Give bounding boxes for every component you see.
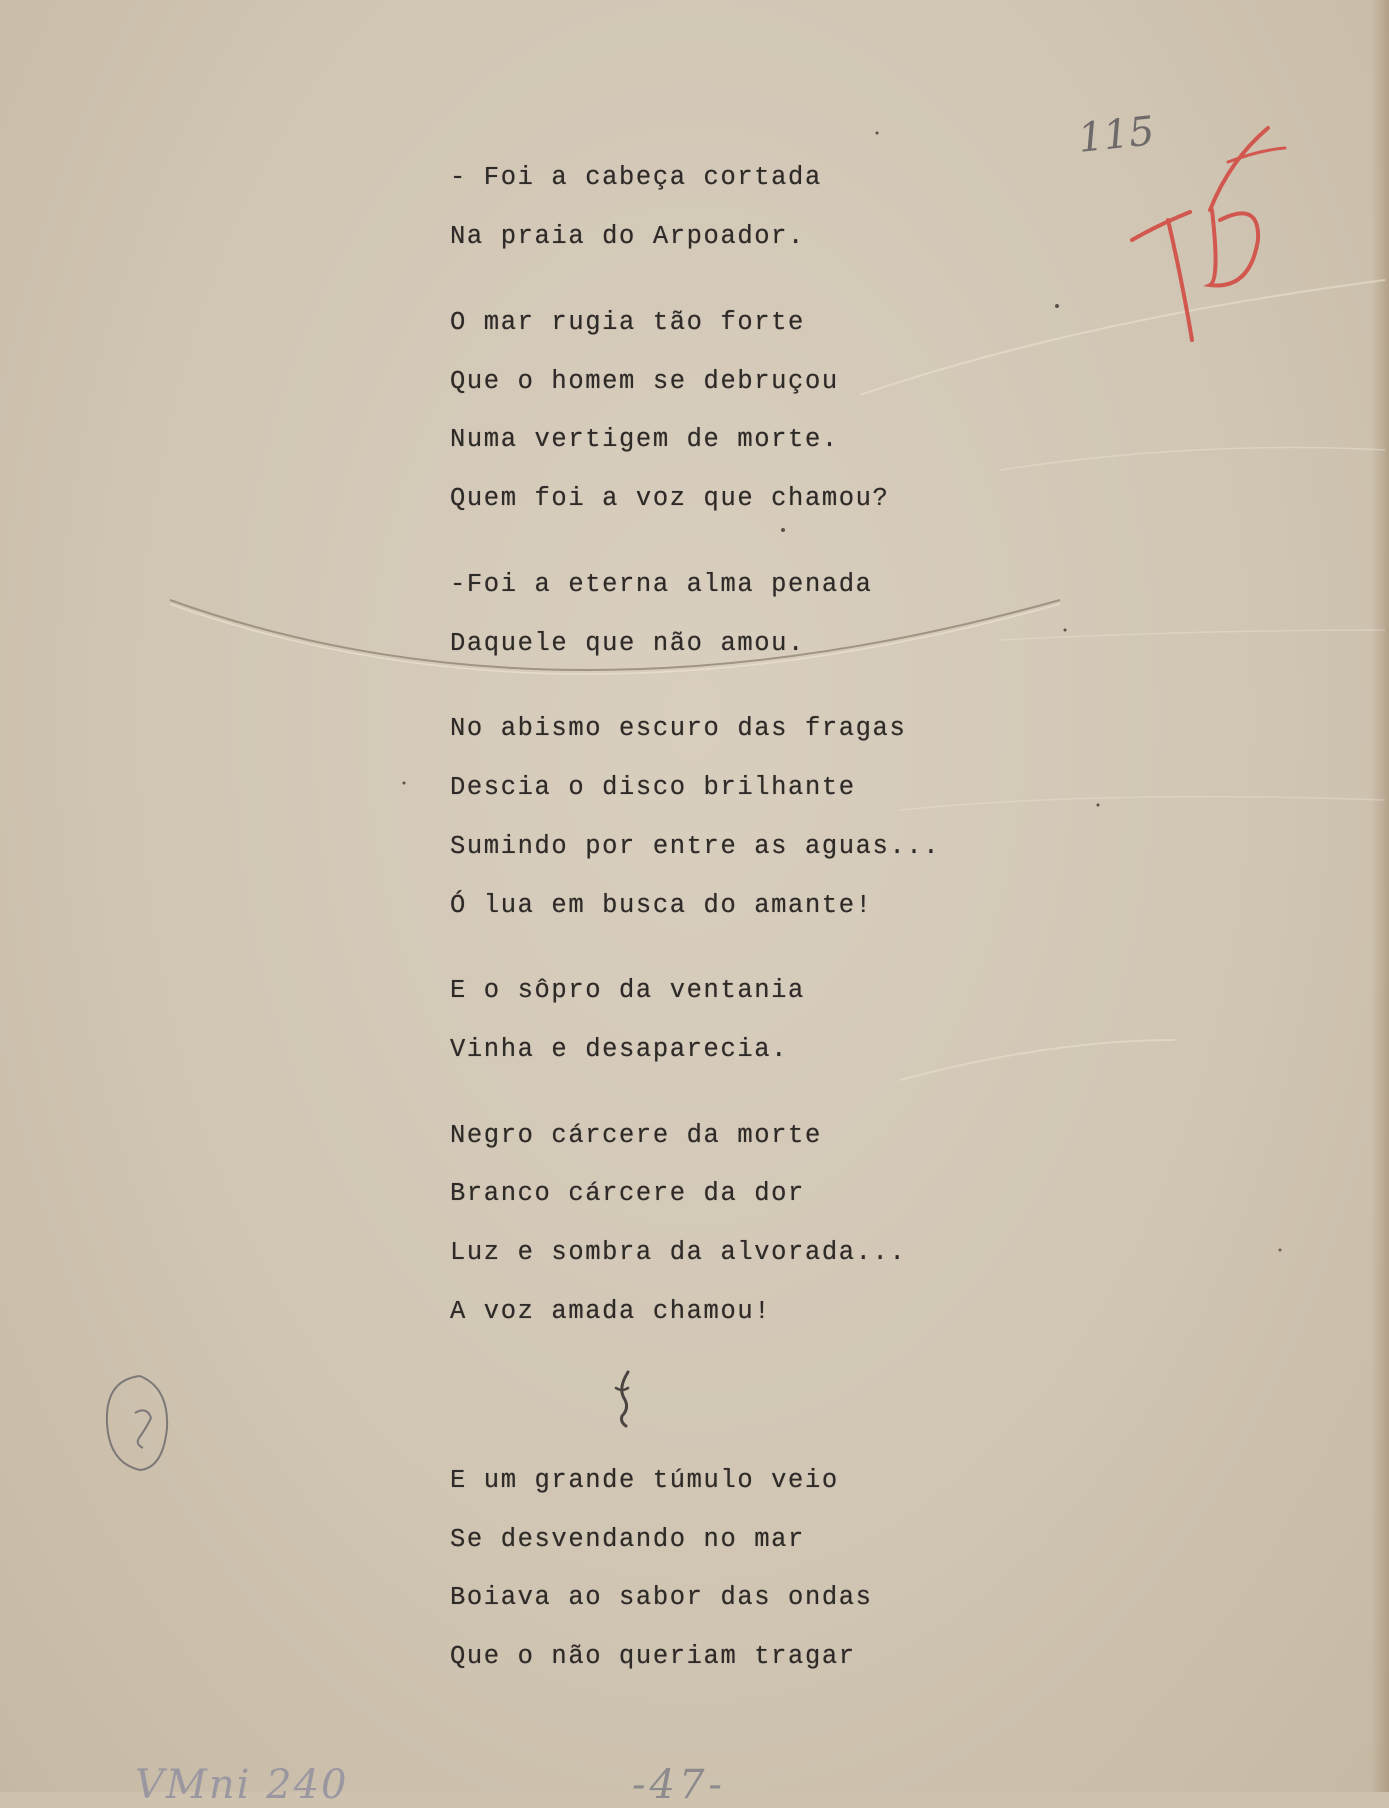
poem-line: A voz amada chamou!	[450, 1297, 772, 1326]
poem-line: Quem foi a voz que chamou?	[450, 484, 890, 513]
poem-line: Descia o disco brilhante	[450, 773, 856, 802]
poem-line: Numa vertigem de morte.	[450, 425, 839, 454]
poem-line: Daquele que não amou.	[450, 629, 805, 658]
poem-line: Sumindo por entre as aguas...	[450, 832, 941, 861]
poem-line: Se desvendando no mar	[450, 1525, 805, 1554]
poem-line: Na praia do Arpoador.	[450, 222, 805, 251]
poem-line: No abismo escuro das fragas	[450, 714, 907, 743]
poem-body	[450, 0, 1090, 1792]
folio-pencil-number: 115	[1075, 108, 1157, 162]
poem-line: Ó lua em busca do amante!	[450, 891, 873, 920]
page-number: -47-	[632, 1762, 726, 1808]
poem-line: Vinha e desaparecia.	[450, 1035, 789, 1064]
poem-line: Que o não queriam tragar	[450, 1642, 856, 1671]
poem-line: - Foi a cabeça cortada	[450, 163, 822, 192]
poem-line: Branco cárcere da dor	[450, 1179, 805, 1208]
poem-line: Boiava ao sabor das ondas	[450, 1583, 873, 1612]
poem-line: -Foi a eterna alma penada	[450, 570, 873, 599]
poem-line: E o sôpro da ventania	[450, 976, 805, 1005]
paper-edge-shadow	[1371, 0, 1389, 1792]
poem-line: Que o homem se debruçou	[450, 367, 839, 396]
pencil-circle-mark	[95, 1368, 185, 1478]
folio-red-number	[1120, 120, 1290, 350]
poem-line: Negro cárcere da morte	[450, 1121, 822, 1150]
catalog-mark: VMni 240	[135, 1762, 349, 1808]
poem-line: E um grande túmulo veio	[450, 1466, 839, 1495]
poem-line: O mar rugia tão forte	[450, 308, 805, 337]
poem-line: Luz e sombra da alvorada...	[450, 1238, 907, 1267]
ink-mark	[610, 1368, 640, 1428]
